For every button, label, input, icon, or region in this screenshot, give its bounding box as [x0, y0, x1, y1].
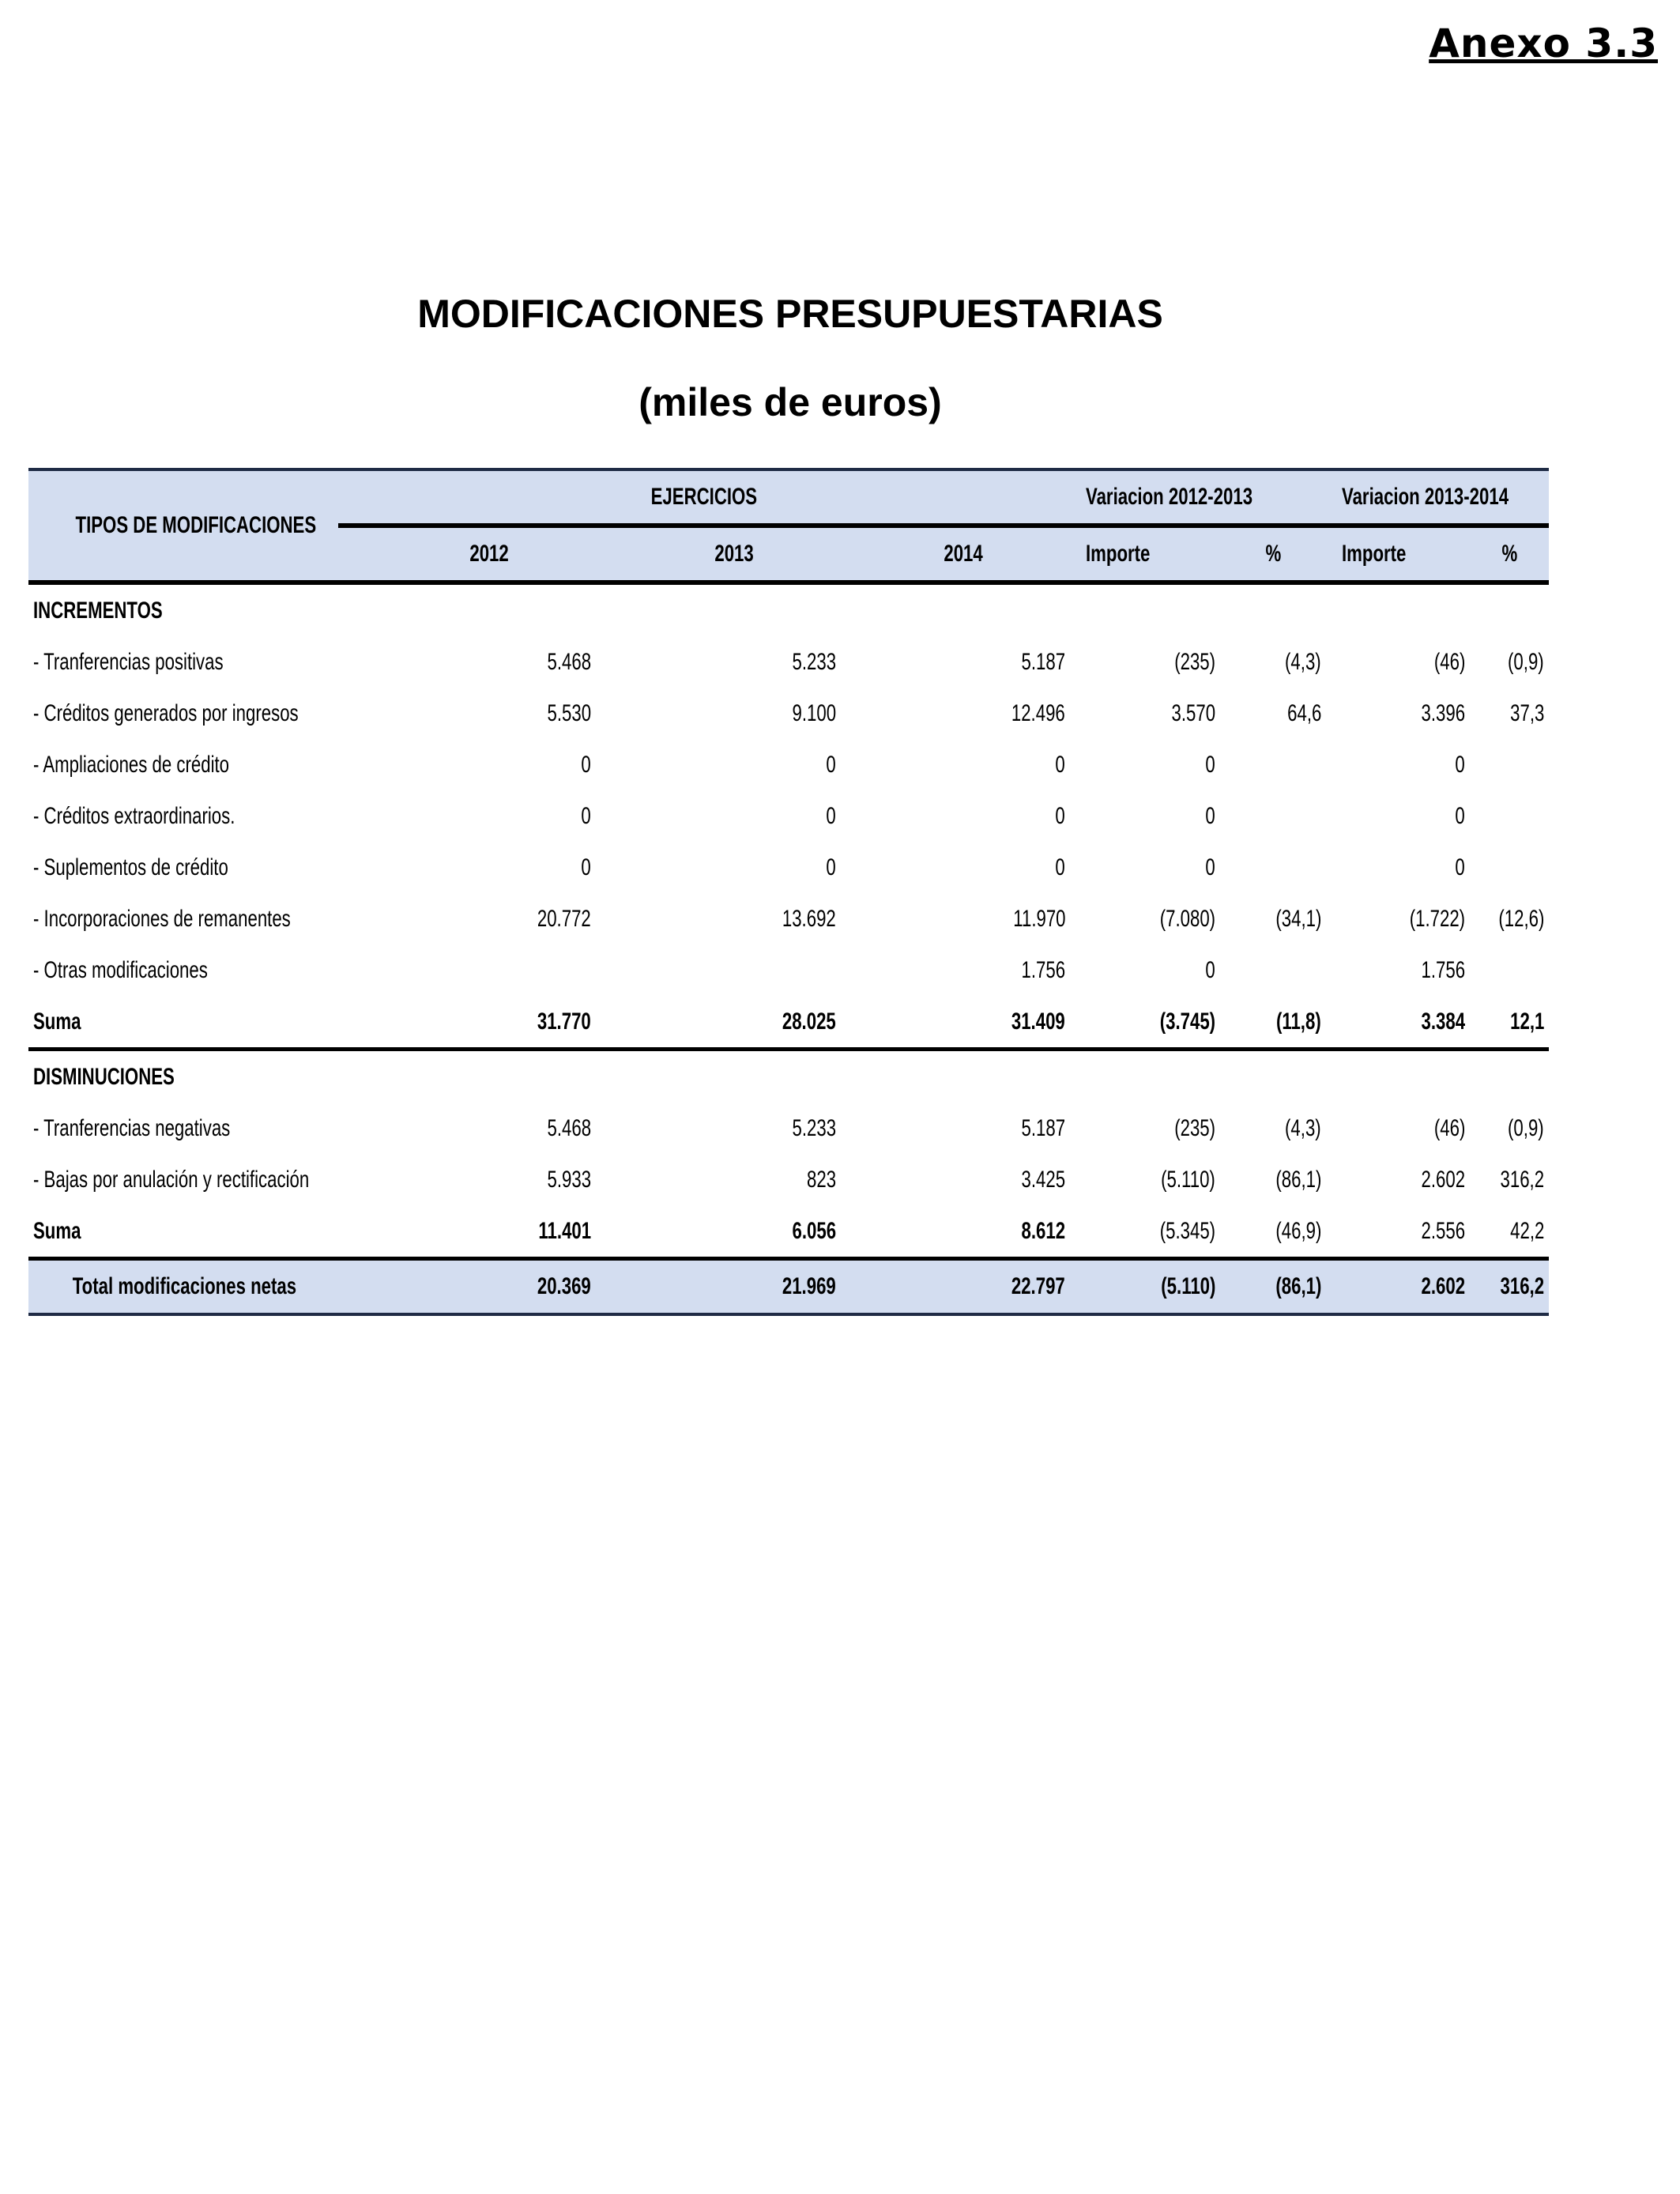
cell-2013: 823	[806, 1166, 836, 1193]
cell-importe-2: 2.602	[1326, 1259, 1470, 1315]
cell-pct-2: (0,9)	[1508, 1114, 1545, 1141]
total-label: Total modificaciones netas	[28, 1259, 338, 1315]
table-row	[28, 944, 1549, 996]
table-row	[28, 739, 1549, 790]
sum-row-disminuciones	[28, 1205, 1549, 1259]
cell-importe-1: 0	[1205, 751, 1216, 778]
cell-pct-2	[1470, 842, 1549, 893]
table-row	[28, 688, 1549, 739]
cell-importe-2: 0	[1455, 854, 1466, 880]
row-label: - Créditos generados por ingresos	[33, 699, 299, 726]
cell-pct-2: 12,1	[1470, 996, 1549, 1050]
cell-2012: 5.468	[547, 1114, 591, 1141]
section-incrementos	[28, 582, 1549, 636]
cell-2013: 5.233	[792, 648, 836, 675]
row-label: Suma	[28, 996, 338, 1050]
cell-2013: 13.692	[782, 905, 836, 932]
row-label: - Incorporaciones de remanentes	[33, 905, 291, 932]
cell-2014: 3.425	[1021, 1166, 1066, 1193]
cell-2013: 0	[826, 802, 836, 829]
cell-2012	[338, 944, 596, 996]
header-importe-1: Importe	[1070, 526, 1220, 582]
cell-2014: 0	[1055, 802, 1066, 829]
cell-2012: 20.772	[537, 905, 591, 932]
header-2012: 2012	[338, 526, 596, 582]
row-label: - Tranferencias negativas	[33, 1114, 231, 1141]
cell-2012: 5.933	[547, 1166, 591, 1193]
cell-importe-1: (3.745)	[1070, 996, 1220, 1050]
cell-pct-2: 42,2	[1470, 1205, 1549, 1259]
table-row	[28, 842, 1549, 893]
header-variacion-2013-2014: Variacion 2013-2014	[1326, 469, 1549, 526]
cell-2013	[596, 944, 841, 996]
row-label: - Tranferencias positivas	[33, 648, 224, 675]
table-header	[28, 469, 1549, 582]
cell-importe-1: (235)	[1174, 1114, 1216, 1141]
cell-pct-1: (4,3)	[1285, 648, 1322, 675]
section-label: INCREMENTOS	[33, 597, 163, 624]
header-importe-2: Importe	[1326, 526, 1470, 582]
cell-pct-2: (0,9)	[1508, 648, 1545, 675]
cell-importe-2: (46)	[1433, 1114, 1466, 1141]
cell-pct-1: (86,1)	[1275, 1166, 1322, 1193]
cell-pct-2	[1470, 739, 1549, 790]
row-label: - Bajas por anulación y rectificación	[33, 1166, 310, 1193]
cell-2014: 1.756	[1021, 956, 1066, 983]
cell-2012: 0	[581, 802, 591, 829]
header-pct-2: %	[1470, 526, 1549, 582]
row-label: Suma	[28, 1205, 338, 1259]
cell-importe-2: 2.602	[1421, 1166, 1466, 1193]
header-2013: 2013	[596, 526, 841, 582]
cell-2012: 11.401	[338, 1205, 596, 1259]
cell-2014: 0	[1055, 854, 1066, 880]
row-label: - Otras modificaciones	[33, 956, 208, 983]
cell-2014: 5.187	[1021, 1114, 1066, 1141]
cell-pct-1: (46,9)	[1220, 1205, 1326, 1259]
header-2014: 2014	[841, 526, 1070, 582]
section-label: DISMINUCIONES	[33, 1063, 175, 1090]
cell-importe-2: 0	[1455, 802, 1466, 829]
cell-importe-2: (46)	[1433, 648, 1466, 675]
cell-2014: 0	[1055, 751, 1066, 778]
cell-importe-2: 0	[1455, 751, 1466, 778]
cell-pct-1: (86,1)	[1220, 1259, 1326, 1315]
cell-2014: 22.797	[841, 1259, 1070, 1315]
table-row	[28, 893, 1549, 944]
budget-modifications-table	[28, 468, 1549, 1316]
cell-pct-2	[1470, 790, 1549, 842]
annex-label: Anexo 3.3	[1429, 21, 1658, 66]
cell-pct-1	[1220, 944, 1326, 996]
cell-importe-1: (5.110)	[1070, 1259, 1220, 1315]
table-row	[28, 1103, 1549, 1154]
cell-pct-1	[1220, 842, 1326, 893]
cell-2014: 12.496	[1011, 699, 1066, 726]
cell-2013: 9.100	[792, 699, 836, 726]
cell-2014: 11.970	[1012, 905, 1066, 932]
cell-importe-1: 0	[1205, 956, 1216, 983]
table-row	[28, 636, 1549, 688]
header-pct-1: %	[1220, 526, 1326, 582]
row-label: - Créditos extraordinarios.	[33, 802, 235, 829]
page-title: MODIFICACIONES PRESUPUESTARIAS	[417, 292, 1163, 336]
cell-2012: 31.770	[338, 996, 596, 1050]
cell-2013: 0	[826, 854, 836, 880]
cell-2013: 0	[826, 751, 836, 778]
cell-pct-1	[1220, 790, 1326, 842]
cell-pct-2: 37,3	[1509, 699, 1545, 726]
row-label: - Suplementos de crédito	[33, 854, 228, 880]
cell-pct-1: (34,1)	[1275, 905, 1322, 932]
cell-2012: 5.468	[547, 648, 591, 675]
cell-2014: 31.409	[841, 996, 1070, 1050]
cell-importe-2: (1.722)	[1409, 905, 1466, 932]
section-disminuciones	[28, 1050, 1549, 1103]
cell-2012: 0	[581, 751, 591, 778]
cell-importe-1: 0	[1205, 854, 1216, 880]
cell-2012: 5.530	[547, 699, 591, 726]
page-subtitle: (miles de euros)	[638, 380, 942, 424]
header-variacion-2012-2013: Variacion 2012-2013	[1070, 469, 1326, 526]
cell-pct-2: 316,2	[1470, 1259, 1549, 1315]
cell-importe-1: 0	[1205, 802, 1216, 829]
cell-importe-1: (235)	[1174, 648, 1216, 675]
cell-pct-1: 64,6	[1286, 699, 1322, 726]
cell-pct-1	[1220, 739, 1326, 790]
cell-2014: 5.187	[1021, 648, 1066, 675]
cell-pct-2: (12,6)	[1498, 905, 1545, 932]
cell-2014: 8.612	[841, 1205, 1070, 1259]
sum-row-incrementos	[28, 996, 1549, 1050]
total-row	[28, 1259, 1549, 1315]
cell-2012: 0	[581, 854, 591, 880]
cell-2013: 5.233	[792, 1114, 836, 1141]
cell-importe-1: (7.080)	[1159, 905, 1216, 932]
cell-importe-2: 2.556	[1326, 1205, 1470, 1259]
table-row	[28, 790, 1549, 842]
table-row	[28, 1154, 1549, 1205]
header-ejercicios: EJERCICIOS	[338, 469, 1070, 526]
cell-pct-1: (4,3)	[1285, 1114, 1322, 1141]
cell-importe-2: 3.396	[1421, 699, 1466, 726]
cell-importe-1: (5.345)	[1070, 1205, 1220, 1259]
cell-2012: 20.369	[338, 1259, 596, 1315]
cell-pct-2: 316,2	[1500, 1166, 1545, 1193]
cell-pct-1: (11,8)	[1220, 996, 1326, 1050]
cell-pct-2	[1470, 944, 1549, 996]
cell-2013: 28.025	[596, 996, 841, 1050]
cell-importe-2: 3.384	[1326, 996, 1470, 1050]
cell-2013: 21.969	[596, 1259, 841, 1315]
cell-2013: 6.056	[596, 1205, 841, 1259]
cell-importe-2: 1.756	[1421, 956, 1466, 983]
cell-importe-1: (5.110)	[1161, 1166, 1216, 1193]
cell-importe-1: 3.570	[1171, 699, 1216, 726]
header-tipos: TIPOS DE MODIFICACIONES	[28, 469, 338, 582]
row-label: - Ampliaciones de crédito	[33, 751, 230, 778]
